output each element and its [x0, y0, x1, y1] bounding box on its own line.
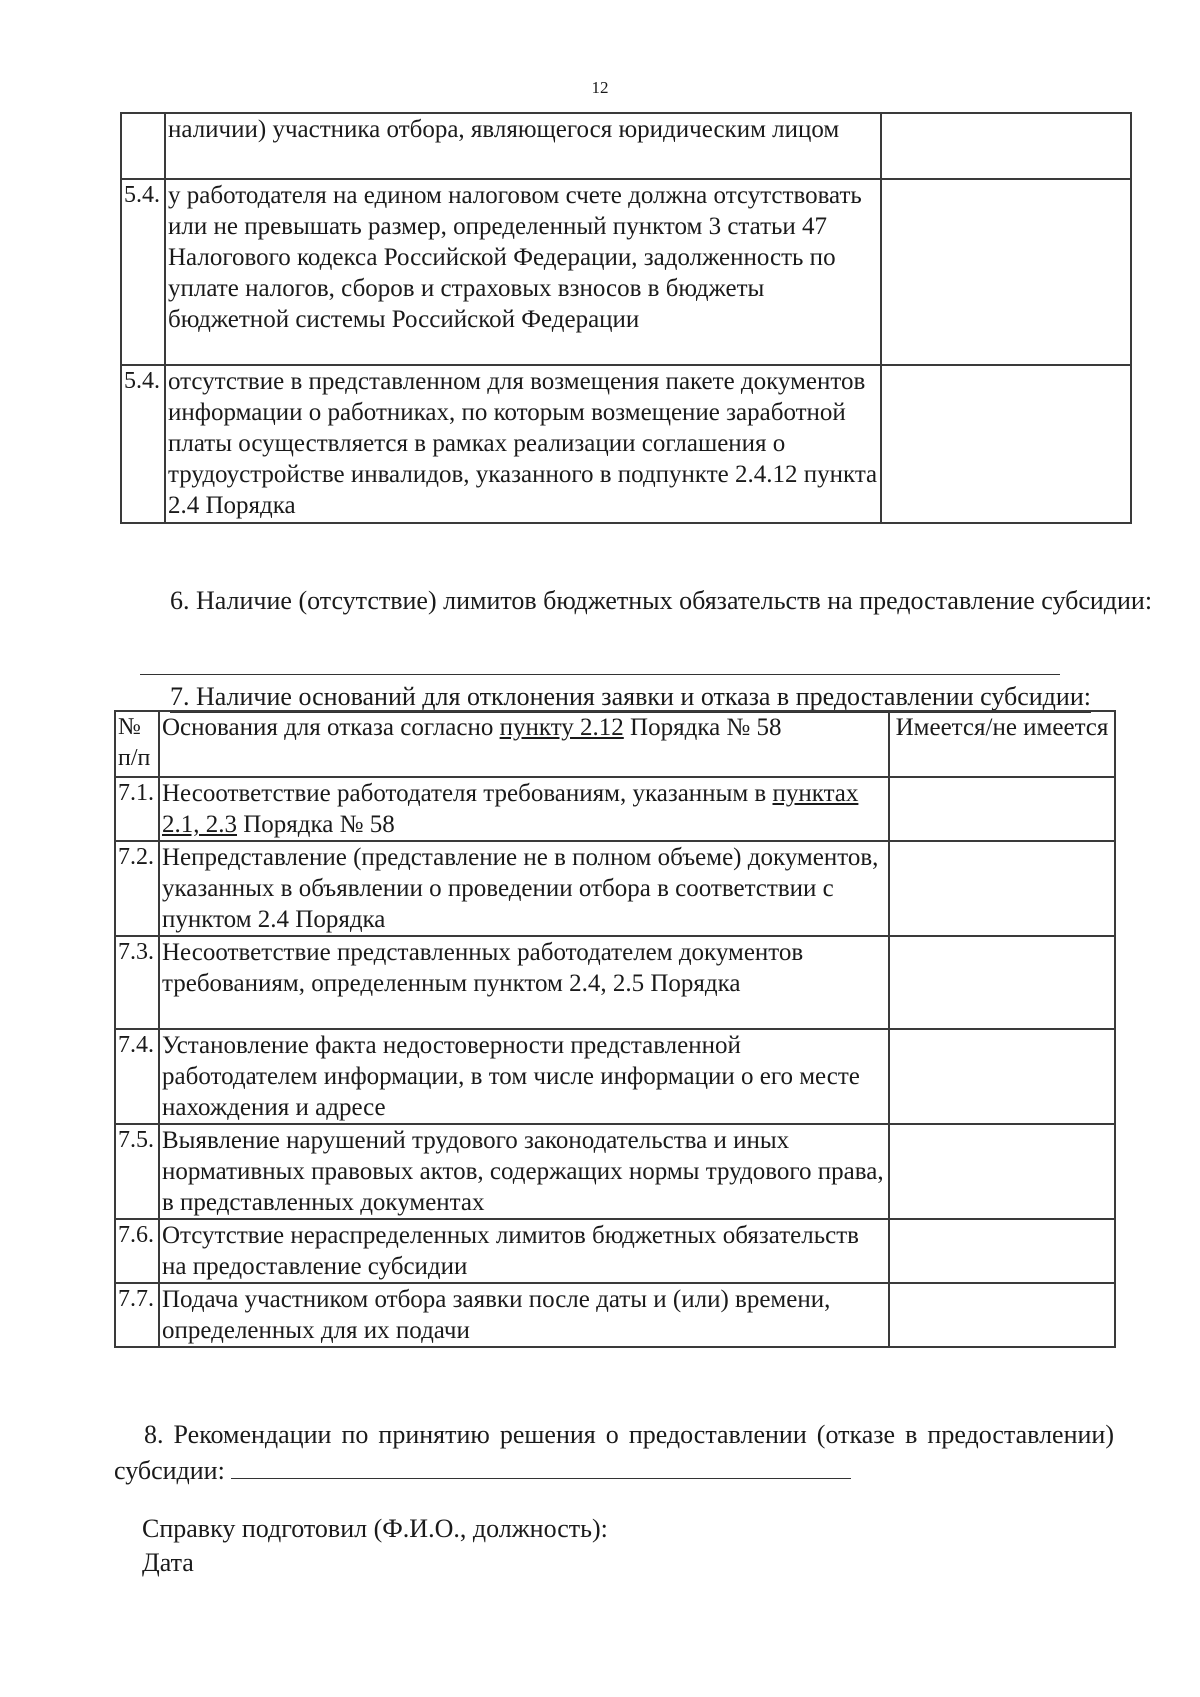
table-row: [115, 1283, 1115, 1347]
criteria-table-continued: [120, 112, 1132, 524]
table-row: [115, 1029, 1115, 1124]
rejection-grounds-table: [114, 710, 1116, 1348]
table-row: [115, 1124, 1115, 1219]
table-row: [115, 841, 1115, 936]
row-number: 5.4.: [121, 365, 165, 523]
section-8-recommendations: [114, 1418, 1114, 1488]
table-row: [121, 365, 1131, 523]
header-basis-suffix: Порядка № 58: [623, 714, 782, 741]
row-text-end: Порядка № 58: [237, 811, 395, 838]
section-7-title: [170, 680, 1200, 714]
row-number: 7.5.: [115, 1124, 159, 1219]
prepared-by-label: Справку подготовил (Ф.И.О., должность):: [142, 1514, 608, 1543]
row-value-cell[interactable]: [889, 1029, 1115, 1124]
page-number: 12: [591, 78, 609, 97]
row-value-cell[interactable]: [881, 179, 1131, 365]
row-number: 7.3.: [115, 936, 159, 1029]
row-number: 7.7.: [115, 1283, 159, 1347]
header-number: № п/п: [115, 711, 159, 777]
header-basis-link[interactable]: пункту 2.12: [499, 714, 624, 741]
section-6-fill-line[interactable]: [140, 674, 1060, 675]
row-number: 7.1.: [115, 777, 159, 841]
table-row: [121, 113, 1131, 179]
header-basis-prefix: Основания для отказа согласно: [162, 714, 500, 741]
row-value-cell[interactable]: [881, 113, 1131, 179]
row-value-cell[interactable]: [889, 1283, 1115, 1347]
row-text: Подача участником отбора заявки после даты и (или) времени, определенных для их подачи: [159, 1283, 889, 1347]
table-row: [115, 777, 1115, 841]
row-value-cell[interactable]: [889, 1219, 1115, 1283]
row-text: [159, 777, 889, 841]
row-text: отсутствие в представленном для возмещения пакете документов информации о работниках, по которым возмещение заработной платы осуществляется в рамках реализации соглашения о трудоустройстве инвалидов, указанного в подпункте 2.4.12 пункта 2.4 Порядка: [165, 365, 881, 523]
table-row: [121, 179, 1131, 365]
section-8-text: 8. Рекомендации по принятию решения о предоставлении (отказе в предоставлении) субсидии:: [114, 1420, 1114, 1485]
section-6-budget-limits: 6. Наличие (отсутствие) лимитов бюджетных обязательств на предоставление субсидии:: [170, 586, 1153, 615]
row-value-cell[interactable]: [889, 1124, 1115, 1219]
row-text: Установление факта недостоверности представленной работодателем информации, в том числе информации о его месте нахождения и адресе: [159, 1029, 889, 1124]
header-basis: [159, 711, 889, 777]
row-text: Несоответствие представленных работодателем документов требованиям, определенным пунктом 2.4, 2.5 Порядка: [159, 936, 889, 1029]
row-text: Отсутствие нераспределенных лимитов бюджетных обязательств на предоставление субсидии: [159, 1219, 889, 1283]
row-text: наличии) участника отбора, являющегося юридическим лицом: [165, 113, 881, 179]
row-value-cell[interactable]: [889, 841, 1115, 936]
table-row: [115, 936, 1115, 1029]
row-text-link[interactable]: пунктах 2.1, 2.3: [162, 780, 859, 838]
row-text: у работодателя на едином налоговом счете должна отсутствовать или не превышать размер, определенный пунктом 3 статьи 47 Налогового кодекса Российской Федерации, задолженность по уплате налогов, сборов и страховых взносов в бюджеты бюджетной системы Российской Федерации: [165, 179, 881, 365]
row-text: Выявление нарушений трудового законодательства и иных нормативных правовых актов, содержащих нормы трудового права, в представленных документах: [159, 1124, 889, 1219]
section-8-fill-line[interactable]: [231, 1452, 851, 1479]
date-label: Дата: [142, 1548, 194, 1577]
section-7-title-text: 7. Наличие оснований для отклонения заявки и отказа в предоставлении субсидии:: [170, 682, 1091, 711]
row-number: 7.4.: [115, 1029, 159, 1124]
row-value-cell[interactable]: [889, 777, 1115, 841]
row-number: [121, 113, 165, 179]
header-status: Имеется/не имеется: [889, 711, 1115, 777]
row-number: 7.6.: [115, 1219, 159, 1283]
row-value-cell[interactable]: [881, 365, 1131, 523]
table-header-row: [115, 711, 1115, 777]
row-number: 5.4.: [121, 179, 165, 365]
table-row: [115, 1219, 1115, 1283]
row-text: Непредставление (представление не в полном объеме) документов, указанных в объявлении о проведении отбора в соответствии с пунктом 2.4 Порядка: [159, 841, 889, 936]
row-value-cell[interactable]: [889, 936, 1115, 1029]
row-number: 7.2.: [115, 841, 159, 936]
row-text-start: Несоответствие работодателя требованиям, указанным в: [162, 780, 773, 807]
